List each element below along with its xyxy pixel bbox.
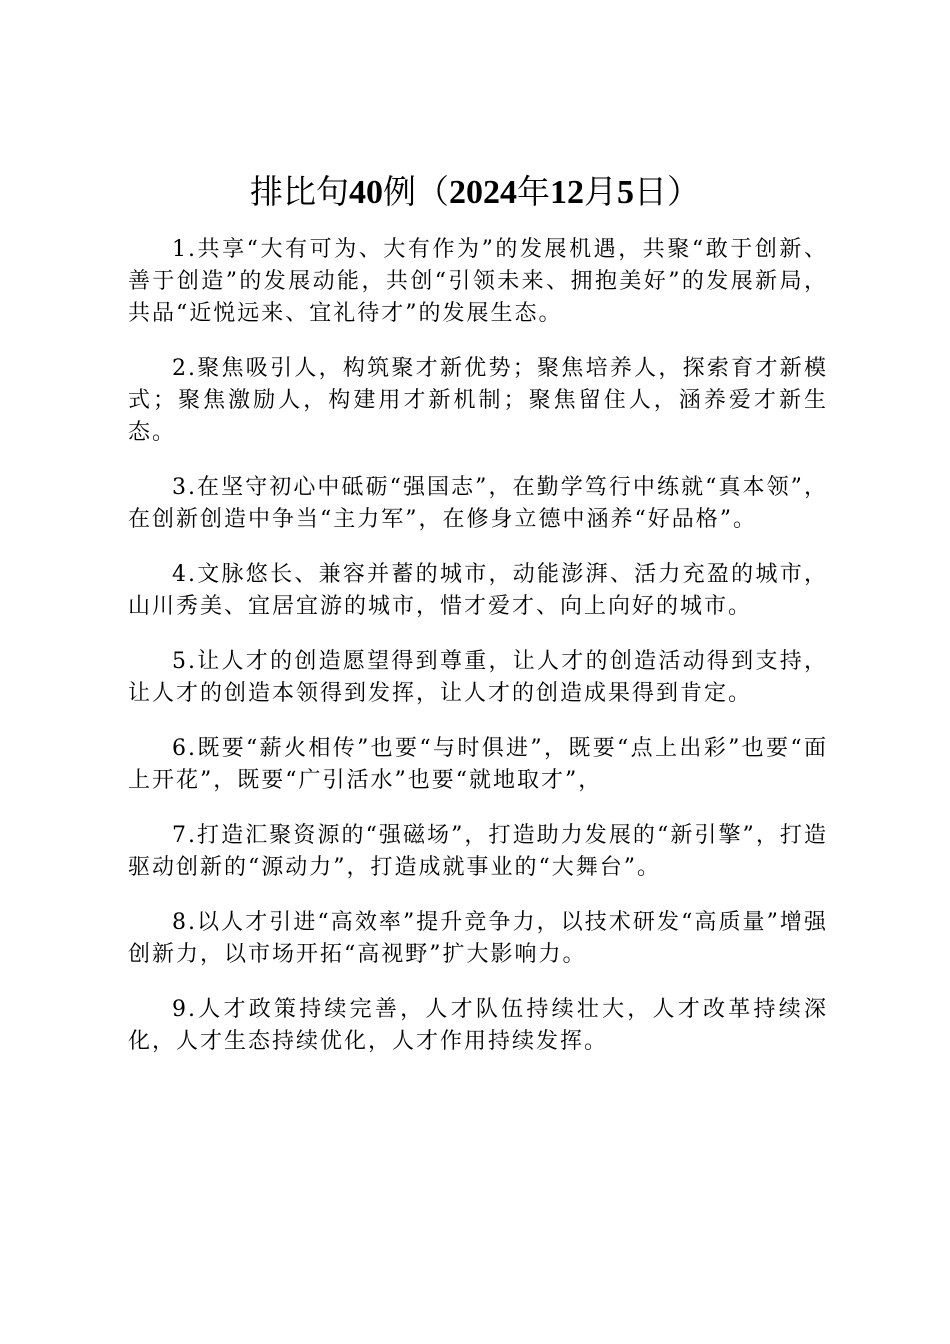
paragraph-1: 1.共享“大有可为、大有作为”的发展机遇，共聚“敢于创新、善于创造”的发展动能，共创“引领未来、拥抱美好”的发展新局，共品“近悦远来、宜礼待才”的发展生态。 bbox=[128, 237, 828, 326]
paragraph-4: 4.文脉悠长、兼容并蓄的城市，动能澎湃、活力充盈的城市，山川秀美、宜居宜游的城市，惜才爱才、向上向好的城市。 bbox=[128, 562, 828, 619]
paragraph-6: 6.既要“薪火相传”也要“与时俱进”，既要“点上出彩”也要“面上开花”，既要“广引活水”也要“就地取才”， bbox=[128, 736, 828, 793]
title-text-1: 排比句 bbox=[250, 172, 349, 211]
paragraph-2: 2.聚焦吸引人，构筑聚才新优势；聚焦培养人，探索育才新模式；聚焦激励人，构建用才新机制；聚焦留住人，涵养爱才新生态。 bbox=[128, 356, 828, 445]
title-text-3: 年 bbox=[517, 172, 550, 211]
title-month: 12 bbox=[550, 174, 584, 211]
paragraph-8: 8.以人才引进“高效率”提升竞争力，以技术研发“高质量”增强创新力，以市场开拓“高视野”扩大影响力。 bbox=[128, 910, 828, 967]
document-body bbox=[128, 234, 828, 1081]
title-day: 5 bbox=[617, 174, 634, 211]
title-year: 2024 bbox=[449, 174, 517, 211]
title-text-4: 月 bbox=[584, 172, 617, 211]
paragraph-5: 5.让人才的创造愿望得到尊重，让人才的创造活动得到支持，让人才的创造本领得到发挥，让人才的创造成果得到肯定。 bbox=[128, 649, 828, 706]
paragraph-3: 3.在坚守初心中砥砺“强国志”，在勤学笃行中练就“真本领”，在创新创造中争当“主力军”，在修身立德中涵养“好品格”。 bbox=[128, 475, 828, 532]
title-text-2: 例（ bbox=[383, 172, 449, 211]
document-title bbox=[0, 168, 950, 217]
paragraph-7: 7.打造汇聚资源的“强磁场”，打造助力发展的“新引擎”，打造驱动创新的“源动力”，打造成就事业的“大舞台”。 bbox=[128, 823, 828, 880]
title-text-5: 日） bbox=[634, 172, 700, 211]
paragraph-9: 9.人才政策持续完善，人才队伍持续壮大，人才改革持续深化，人才生态持续优化，人才作用持续发挥。 bbox=[128, 997, 828, 1054]
title-count: 40 bbox=[349, 174, 383, 211]
